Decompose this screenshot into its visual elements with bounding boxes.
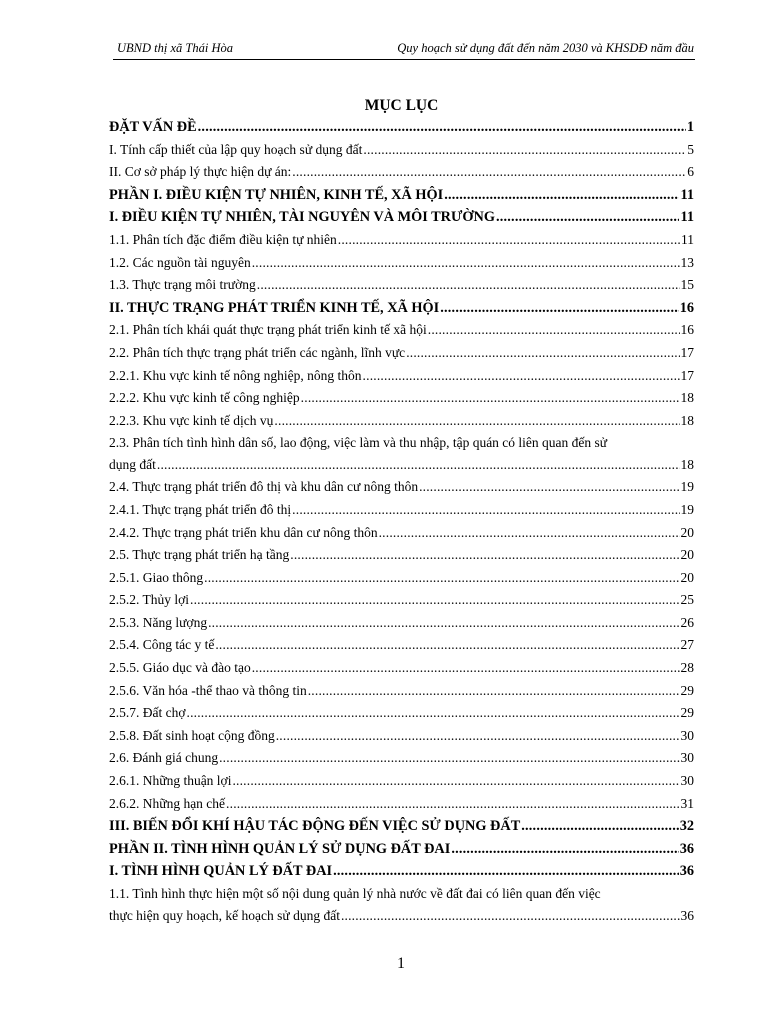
toc-entry-title: 2.5.6. Văn hóa -thể thao và thông tin — [109, 682, 307, 698]
toc-entry-title: 1.2. Các nguồn tài nguyên — [109, 254, 251, 270]
dot-leader — [190, 589, 679, 612]
toc-entry-page: 15 — [680, 277, 694, 293]
dot-leader — [204, 567, 679, 590]
toc-entry-continuation — [109, 454, 694, 476]
running-header — [117, 41, 694, 59]
toc-entry[interactable] — [109, 815, 694, 838]
toc-entry-page: 29 — [680, 705, 694, 721]
dot-leader — [215, 634, 679, 657]
toc-entry[interactable] — [109, 252, 694, 275]
toc-entry-page: 17 — [680, 344, 694, 360]
dot-leader — [219, 747, 679, 770]
toc-entry-title: 2.5.7. Đất chợ — [109, 705, 186, 721]
dot-leader — [252, 657, 680, 680]
dot-leader — [252, 252, 680, 275]
dot-leader — [333, 860, 679, 883]
dot-leader — [301, 387, 680, 410]
dot-leader — [208, 612, 679, 635]
toc-entry-title: PHẦN II. TÌNH HÌNH QUẢN LÝ SỬ DỤNG ĐẤT ĐAI — [109, 840, 451, 857]
dot-leader — [419, 476, 679, 499]
toc-entry[interactable] — [109, 229, 694, 252]
toc-entry-title: 1.1. Phân tích đặc điểm điều kiện tự nhiên — [109, 231, 337, 247]
toc-entry-page: 18 — [680, 412, 694, 428]
toc-entry-title: 2.5.2. Thủy lợi — [109, 592, 190, 608]
dot-leader — [257, 274, 680, 297]
toc-entry[interactable] — [109, 522, 694, 545]
toc-entry[interactable] — [109, 319, 694, 342]
toc-entry[interactable] — [109, 770, 694, 793]
toc-entry-page: 16 — [680, 322, 694, 338]
toc-entry-page: 30 — [680, 727, 694, 743]
toc-entry-title: 2.3. Phân tích tình hình dân số, lao động, việc làm và thu nhập, tập quán có liên quan đến sử — [109, 435, 608, 451]
toc-entry-title: 2.1. Phân tích khái quát thực trạng phát triển kinh tế xã hội — [109, 322, 427, 338]
dot-leader — [290, 544, 679, 567]
dot-leader — [521, 815, 678, 838]
dot-leader — [363, 139, 686, 162]
toc-entry-title: 2.6.1. Những thuận lợi — [109, 773, 232, 789]
toc-entry-title: ĐẶT VẤN ĐỀ — [109, 119, 197, 135]
dot-leader — [232, 770, 679, 793]
toc-entry-title: 2.5.1. Giao thông — [109, 569, 204, 585]
toc-entry-title: II. Cơ sở pháp lý thực hiện dự án: — [109, 164, 292, 180]
toc-entry[interactable] — [109, 161, 694, 184]
dot-leader — [338, 229, 680, 252]
dot-leader — [276, 725, 680, 748]
toc-entry-page: 11 — [681, 231, 694, 247]
toc-entry[interactable] — [109, 883, 694, 927]
toc-entry-page: 11 — [680, 209, 694, 226]
toc-entry-title: 2.6.2. Những hạn chế — [109, 795, 226, 811]
header-left-text: UBND thị xã Thái Hòa — [117, 41, 233, 55]
toc-title: MỤC LỤC — [364, 97, 439, 114]
toc-entry-page: 36 — [679, 840, 694, 857]
toc-entry[interactable] — [109, 680, 694, 703]
toc-entry-page: 31 — [680, 795, 694, 811]
toc-entry-title: I. TÌNH HÌNH QUẢN LÝ ĐẤT ĐAI — [109, 863, 333, 880]
dot-leader — [379, 522, 680, 545]
toc-entry[interactable] — [109, 116, 694, 139]
dot-leader — [444, 184, 679, 207]
toc-entry-page: 28 — [680, 660, 694, 676]
toc-entry-page: 32 — [679, 818, 694, 835]
toc-entry[interactable] — [109, 410, 694, 433]
toc-entry-title: 2.6. Đánh giá chung — [109, 750, 219, 766]
toc-entry-page: 19 — [680, 501, 694, 517]
toc-entry-page: 29 — [680, 682, 694, 698]
toc-entry[interactable] — [109, 139, 694, 162]
dot-leader — [157, 454, 680, 476]
dot-leader — [274, 410, 679, 433]
toc-entry-title: 2.4.2. Thực trạng phát triển khu dân cư nông thôn — [109, 524, 378, 540]
toc-entry-title: III. BIẾN ĐỔI KHÍ HẬU TÁC ĐỘNG ĐẾN VIỆC SỬ DỤNG ĐẤT — [109, 818, 521, 835]
header-divider — [113, 59, 695, 60]
page-number: 1 — [397, 955, 405, 972]
toc-entry-page: 20 — [680, 524, 694, 540]
toc-entry[interactable] — [109, 274, 694, 297]
toc-entry[interactable] — [109, 589, 694, 612]
toc-entry-page: 16 — [679, 299, 694, 316]
toc-entry-page: 11 — [680, 186, 694, 203]
toc-entry-title: 2.2.2. Khu vực kinh tế công nghiệp — [109, 390, 300, 406]
toc-entry-page: 36 — [679, 863, 694, 880]
toc-entry-title: 2.4.1. Thực trạng phát triển đô thị — [109, 501, 292, 517]
dot-leader — [198, 116, 686, 139]
toc-entry-title: 1.1. Tình hình thực hiện một số nội dung quản lý nhà nước về đất đai có liên quan đến việc — [109, 886, 601, 901]
dot-leader — [496, 206, 680, 229]
dot-leader — [440, 297, 678, 320]
toc-entry-page: 1 — [686, 119, 694, 135]
toc-entry-title: I. Tính cấp thiết của lập quy hoạch sử dụng đất — [109, 141, 363, 157]
toc-entry-page: 6 — [687, 164, 694, 180]
toc-entry-page: 19 — [680, 479, 694, 495]
dot-leader — [428, 319, 680, 342]
toc-entry[interactable] — [109, 297, 694, 320]
dot-leader — [292, 161, 686, 184]
toc-entry-title-continued: dụng đất — [109, 457, 156, 473]
toc-entry-title: 2.5.8. Đất sinh hoạt cộng đồng — [109, 727, 275, 743]
toc-entry-title: 2.2.1. Khu vực kinh tế nông nghiệp, nông thôn — [109, 367, 362, 383]
toc-entry-page: 20 — [680, 569, 694, 585]
toc-entry-title: 2.5. Thực trạng phát triển hạ tầng — [109, 547, 290, 563]
toc-entry[interactable] — [109, 838, 694, 861]
toc-entry[interactable] — [109, 793, 694, 816]
dot-leader — [341, 905, 680, 927]
toc-entry-page: 25 — [680, 592, 694, 608]
toc-entry-page: 18 — [680, 390, 694, 406]
toc-entry-page: 30 — [680, 750, 694, 766]
table-of-contents — [109, 116, 694, 927]
toc-entry-title: 2.2.3. Khu vực kinh tế dịch vụ — [109, 412, 274, 428]
dot-leader — [187, 702, 680, 725]
toc-entry[interactable] — [109, 860, 694, 883]
toc-entry[interactable] — [109, 342, 694, 365]
toc-entry-page: 13 — [680, 254, 694, 270]
toc-entry[interactable] — [109, 206, 694, 229]
toc-entry-continuation — [109, 905, 694, 927]
toc-entry-page: 20 — [680, 547, 694, 563]
toc-entry-title: I. ĐIỀU KIỆN TỰ NHIÊN, TÀI NGUYÊN VÀ MÔI TRƯỜNG — [109, 209, 495, 226]
dot-leader — [308, 680, 680, 703]
toc-entry[interactable] — [109, 725, 694, 748]
toc-entry[interactable] — [109, 476, 694, 499]
toc-entry[interactable] — [109, 634, 694, 657]
toc-entry-title: 2.2. Phân tích thực trạng phát triển các ngành, lĩnh vực — [109, 344, 406, 360]
toc-entry-page: 36 — [680, 908, 694, 923]
toc-entry-title: 2.5.5. Giáo dục và đào tạo — [109, 660, 251, 676]
toc-entry-title: PHẦN I. ĐIỀU KIỆN TỰ NHIÊN, KINH TẾ, XÃ HỘI — [109, 186, 444, 203]
toc-entry[interactable] — [109, 184, 694, 207]
toc-entry-title: II. THỰC TRẠNG PHÁT TRIỂN KINH TẾ, XÃ HỘI — [109, 299, 440, 316]
toc-entry[interactable] — [109, 432, 694, 476]
dot-leader — [406, 342, 679, 365]
toc-entry-page: 5 — [687, 141, 694, 157]
toc-entry[interactable] — [109, 657, 694, 680]
toc-entry-title: 2.4. Thực trạng phát triển đô thị và khu dân cư nông thôn — [109, 479, 419, 495]
toc-entry-title: 1.3. Thực trạng môi trường — [109, 277, 256, 293]
toc-entry[interactable] — [109, 747, 694, 770]
toc-entry-title: 2.5.4. Công tác y tế — [109, 637, 215, 653]
dot-leader — [226, 793, 679, 816]
toc-entry[interactable] — [109, 702, 694, 725]
dot-leader — [292, 499, 679, 522]
header-right-text: Quy hoạch sử dụng đất đến năm 2030 và KHSDĐ năm đầu — [397, 41, 694, 55]
toc-entry-page: 18 — [680, 457, 694, 473]
toc-entry[interactable] — [109, 544, 694, 567]
toc-entry[interactable] — [109, 387, 694, 410]
toc-entry[interactable] — [109, 567, 694, 590]
toc-entry-page: 17 — [680, 367, 694, 383]
toc-entry-page: 26 — [680, 614, 694, 630]
toc-entry-title: 2.5.3. Năng lượng — [109, 614, 208, 630]
toc-entry[interactable] — [109, 365, 694, 388]
dot-leader — [363, 365, 680, 388]
toc-entry-title-continued: thực hiện quy hoạch, kế hoạch sử dụng đất — [109, 908, 340, 923]
toc-entry[interactable] — [109, 612, 694, 635]
toc-entry-page: 30 — [680, 773, 694, 789]
toc-entry[interactable] — [109, 499, 694, 522]
toc-entry-page: 27 — [680, 637, 694, 653]
dot-leader — [451, 838, 678, 861]
